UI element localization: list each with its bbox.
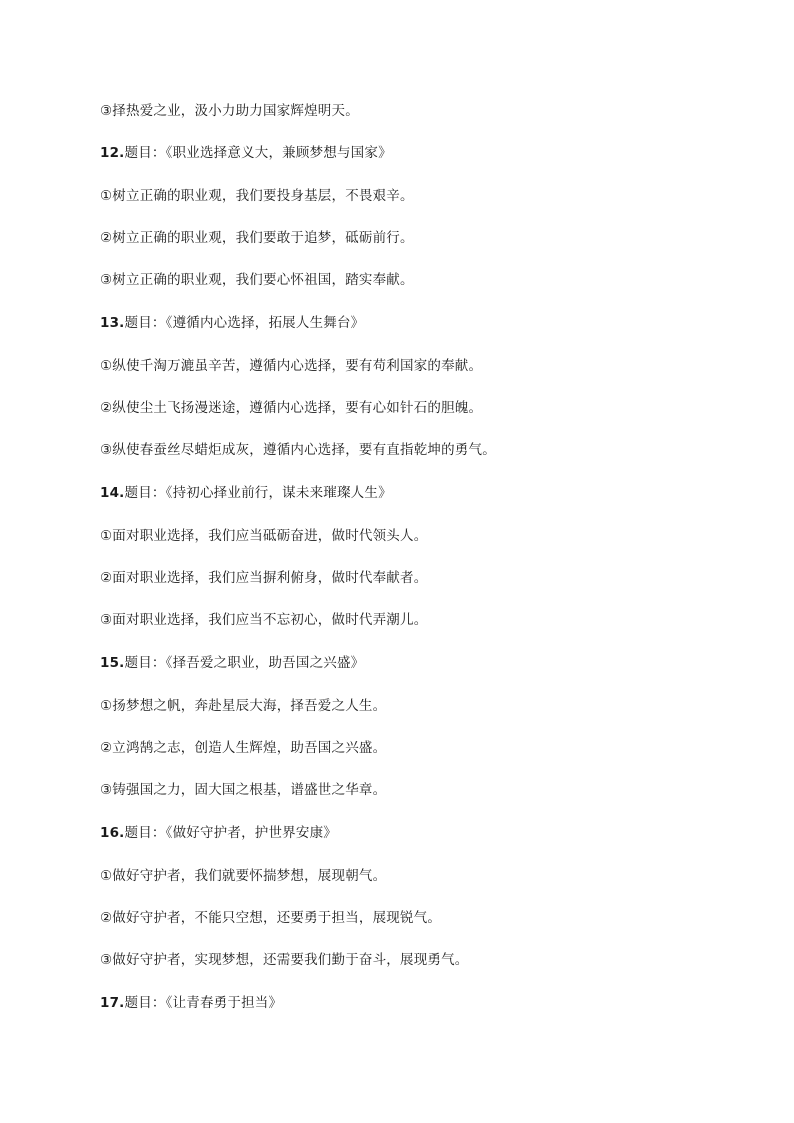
item-text: ①纵使千淘万漉虽辛苦，遵循内心选择，要有苟利国家的奉献。 xyxy=(100,358,483,374)
list-item xyxy=(100,187,414,205)
question-title xyxy=(100,314,364,332)
item-text: ②树立正确的职业观，我们要敢于追梦，砥砺前行。 xyxy=(100,230,414,246)
question-number: 17. xyxy=(100,995,125,1011)
question-number: 15. xyxy=(100,655,125,671)
list-item xyxy=(100,399,482,417)
list-item xyxy=(100,357,482,375)
item-text: ②做好守护者，不能只空想，还要勇于担当，展现锐气。 xyxy=(100,910,442,926)
item-text: ①扬梦想之帆，奔赴星辰大海，择吾爱之人生。 xyxy=(100,698,387,714)
question-title-text: 题目：《让青春勇于担当》 xyxy=(124,995,283,1011)
question-title-text: 题目：《做好守护者，护世界安康》 xyxy=(124,825,337,841)
item-text: ②面对职业选择，我们应当摒利俯身，做时代奉献者。 xyxy=(100,570,428,586)
question-number: 14. xyxy=(100,485,125,501)
item-text: ②立鸿鹄之志，创造人生辉煌，助吾国之兴盛。 xyxy=(100,740,387,756)
item-text: ③做好守护者，实现梦想，还需要我们勤于奋斗，展现勇气。 xyxy=(100,952,469,968)
item-text: ③面对职业选择，我们应当不忘初心，做时代弄潮儿。 xyxy=(100,612,428,628)
item-text: ③纵使春蚕丝尽蜡炬成灰，遵循内心选择，要有直指乾坤的勇气。 xyxy=(100,442,496,458)
list-item xyxy=(100,611,427,629)
question-number: 12. xyxy=(100,145,125,161)
item-text: ①做好守护者，我们就要怀揣梦想，展现朝气。 xyxy=(100,868,387,884)
question-title xyxy=(100,824,337,842)
question-title xyxy=(100,144,392,162)
question-number: 13. xyxy=(100,315,125,331)
list-item xyxy=(100,697,386,715)
list-item xyxy=(100,739,386,757)
list-item xyxy=(100,271,414,289)
list-item xyxy=(100,229,414,247)
list-item xyxy=(100,102,359,120)
item-text: ②纵使尘土飞扬漫迷途，遵循内心选择，要有心如针石的胆魄。 xyxy=(100,400,483,416)
item-text: ③铸强国之力，固大国之根基，谱盛世之华章。 xyxy=(100,782,387,798)
item-text: ③择热爱之业，汲小力助力国家辉煌明天。 xyxy=(100,103,359,119)
question-title xyxy=(100,484,392,502)
question-number: 16. xyxy=(100,825,125,841)
list-item xyxy=(100,569,427,587)
list-item xyxy=(100,867,386,885)
question-title-text: 题目：《遵循内心选择，拓展人生舞台》 xyxy=(124,315,365,331)
item-text: ③树立正确的职业观，我们要心怀祖国，踏实奉献。 xyxy=(100,272,414,288)
item-text: ①面对职业选择，我们应当砥砺奋进，做时代领头人。 xyxy=(100,528,428,544)
item-text: ①树立正确的职业观，我们要投身基层，不畏艰辛。 xyxy=(100,188,414,204)
question-title-text: 题目：《职业选择意义大，兼顾梦想与国家》 xyxy=(124,145,392,161)
list-item xyxy=(100,527,427,545)
list-item xyxy=(100,909,441,927)
question-title-text: 题目：《持初心择业前行，谋未来璀璨人生》 xyxy=(124,485,392,501)
question-title-text: 题目：《择吾爱之职业，助吾国之兴盛》 xyxy=(124,655,365,671)
list-item xyxy=(100,781,386,799)
question-title xyxy=(100,654,364,672)
list-item xyxy=(100,951,469,969)
question-title xyxy=(100,994,282,1012)
list-item xyxy=(100,441,496,459)
